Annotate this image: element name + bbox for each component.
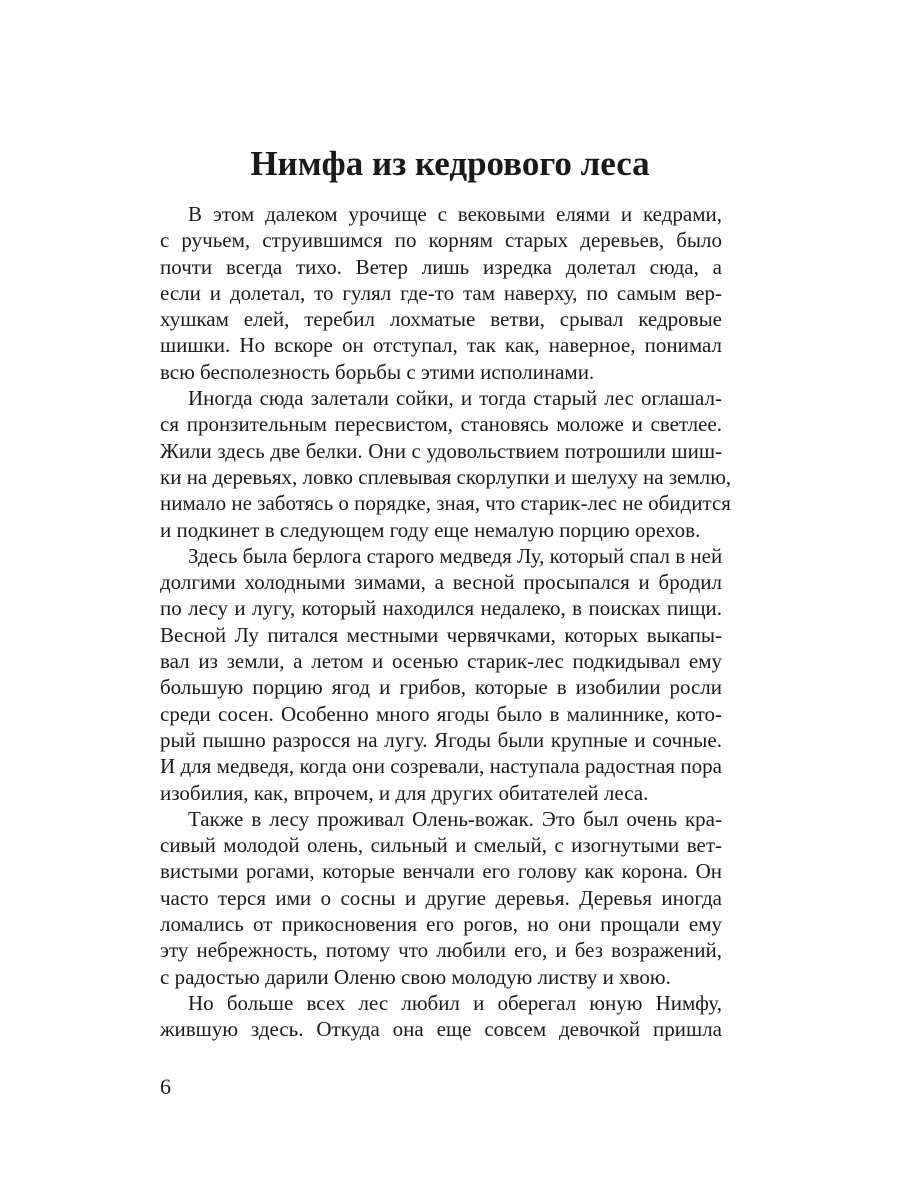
paragraph-5: [160, 990, 722, 1043]
body-text: [160, 200, 732, 1043]
text-line: В этом далеком урочище с вековыми елями и кедрами,: [188, 202, 722, 226]
paragraph-4: [160, 806, 722, 990]
paragraph-3: [160, 543, 722, 806]
text-line: Жили здесь две белки. Они с удовольствием потрошили шиш-: [160, 438, 722, 463]
text-line: Весной Лу питался местными червячками, которых выкапы-: [160, 622, 722, 647]
text-line: И для медведя, когда они созревали, наступала радостная пора: [160, 754, 722, 779]
text-line: хушкам елей, теребил лохматые ветви, срывал кедровые: [160, 307, 722, 332]
text-line: долгими холодными зимами, а весной просыпался и бродил: [160, 570, 722, 595]
text-line: вистыми рогами, которые венчали его голову как корона. Он: [160, 859, 722, 884]
paragraph-1: [160, 201, 722, 385]
text-line: большую порцию ягод и грибов, которые в изобилии росли: [160, 675, 722, 700]
page-number: 6: [160, 1074, 171, 1099]
text-line: сивый молодой олень, сильный и смелый, с изогнутыми вет-: [160, 833, 722, 858]
text-line: по лесу и лугу, который находился недалеко, в поисках пищи.: [160, 596, 722, 621]
chapter-title: Нимфа из кедрового леса: [250, 144, 650, 183]
text-line: с ручьем, струившимся по корням старых деревьев, было: [160, 228, 722, 253]
text-line: рый пышно разросся на лугу. Ягоды были крупные и сочные.: [160, 727, 722, 752]
text-line: ся пронзительным пересвистом, становясь моложе и светлее.: [160, 412, 722, 437]
paragraph-2: [160, 385, 732, 543]
text-line: шишки. Но вскоре он отступал, так как, наверное, понимал: [160, 333, 722, 358]
text-line: нимало не заботясь о порядке, зная, что старик-лес не обидится: [160, 491, 731, 516]
text-line: Также в лесу проживал Олень-вожак. Это был очень кра-: [188, 806, 722, 831]
text-line: Иногда сюда залетали сойки, и тогда старый лес оглашал-: [188, 386, 722, 411]
text-line: ки на деревьях, ловко сплевывая скорлупки и шелуху на землю,: [160, 464, 732, 489]
text-line: эту небрежность, потому что любили его, и без возражений,: [160, 938, 722, 963]
text-line: жившую здесь. Откуда она еще совсем девочкой пришла: [160, 1017, 722, 1042]
text-line: и подкинет в следующем году еще немалую порцию орехов.: [160, 517, 701, 542]
text-line: если и долетал, то гулял где-то там наверху, по самым вер-: [160, 280, 722, 305]
text-line: с радостью дарили Оленю свою молодую листву и хвою.: [160, 964, 671, 989]
text-line: вал из земли, а летом и осенью старик-лес подкидывал ему: [160, 649, 722, 674]
text-line: часто терся ими о сосны и другие деревья. Деревья иногда: [160, 885, 722, 910]
text-line: Но больше всех лес любил и оберегал юную Нимфу,: [188, 990, 722, 1015]
text-line: почти всегда тихо. Ветер лишь изредка долетал сюда, а: [160, 254, 722, 279]
text-line: ломались от прикосновения его рогов, но они прощали ему: [160, 912, 722, 937]
text-line: всю бесполезность борьбы с этими исполинами.: [160, 359, 595, 384]
text-line: изобилия, как, впрочем, и для других обитателей леса.: [160, 780, 649, 805]
text-line: среди сосен. Особенно много ягоды было в малиннике, кото-: [160, 701, 722, 726]
text-line: Здесь была берлога старого медведя Лу, который спал в ней: [188, 543, 723, 568]
